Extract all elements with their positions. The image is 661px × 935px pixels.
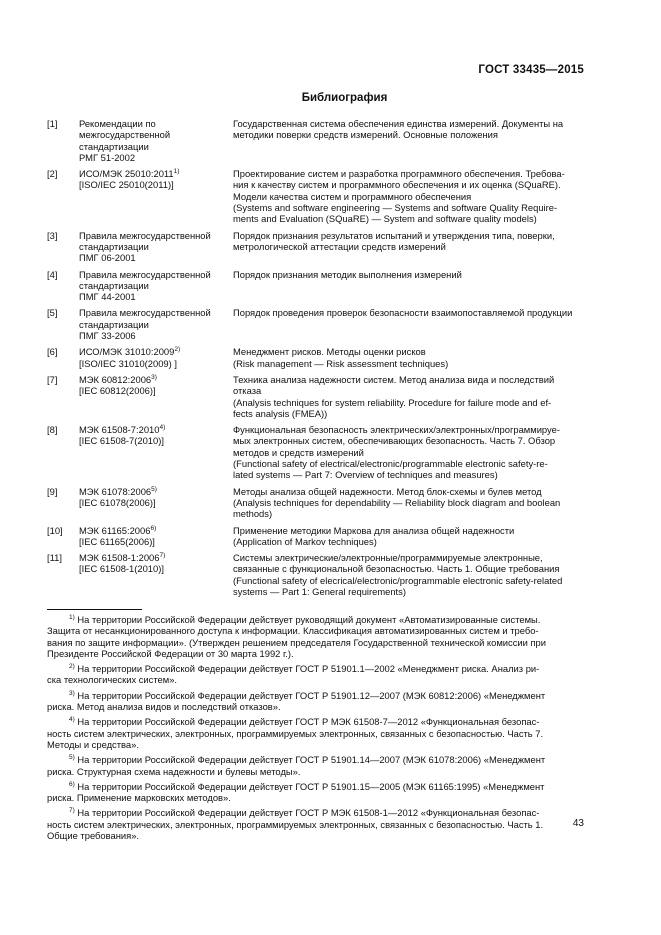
footnote-line: ность систем электрических, электронных, программируемых электронных, связанных с безопасностью. Часть 1. <box>47 818 544 830</box>
source-line: [IEC 61508-1(2010)] <box>79 563 164 575</box>
description-line: Применение методики Маркова для анализа общей надежности <box>233 524 515 536</box>
footnote-line: $^{6)}$ На территории Российской Федерации действует ГОСТ Р 51901.15—2005 (МЭК 61165:1995) «Менеджмент <box>69 780 545 792</box>
description-line: (Analysis techniques for system reliability. Procedure for failure mode and ef- <box>233 396 552 408</box>
section-title: Библиография <box>301 92 388 104</box>
footnote-mark: 5) <box>69 754 75 762</box>
source-line: МЭК 61508-7:2010$^{4)}$ <box>79 424 166 436</box>
footnote-line: $^{1)}$ На территории Российской Федерации действует руководящий документ «Автоматизированные системы. <box>69 614 541 625</box>
bibliography-entry <box>47 374 584 419</box>
footnote-mark: 3) <box>69 689 75 697</box>
entry-source <box>79 230 233 264</box>
description-line: методов и средств измерений <box>233 446 364 458</box>
entry-source <box>79 307 233 341</box>
bibliography-entry <box>47 346 584 369</box>
entry-number: [6] <box>47 346 58 358</box>
footnote <box>47 754 584 777</box>
source-line: МЭК 61508-1:2006$^{7)}$ <box>79 552 166 564</box>
source-line: ПМГ 33-2006 <box>79 330 136 342</box>
source-line: [ISO/IEC 31010(2009) ] <box>79 357 177 369</box>
bibliography-list <box>47 118 584 602</box>
source-line: [ISO/IEC 25010(2011)] <box>79 179 174 191</box>
entry-number: [10] <box>47 524 63 536</box>
standard-code: ГОСТ 33435—2015 <box>478 64 584 76</box>
entry-source <box>79 525 233 548</box>
bibliography-entry <box>47 230 584 264</box>
source-line: МЭК 61165:2006$^{6)}$ <box>79 524 157 536</box>
entry-number: [9] <box>47 485 58 497</box>
footnote-line: $^{4)}$ На территории Российской Федерации действует ГОСТ Р МЭК 61508-7—2012 «Функциональная безопас- <box>69 716 540 728</box>
description-line: ния к качеству систем и программного обеспечения и их оценка (SQuaRE). <box>233 179 561 191</box>
description-line: Системы электрические/электронные/программируемые электронные, <box>233 552 543 564</box>
description-line: Менеджмент рисков. Методы оценки рисков <box>233 346 426 358</box>
footnote <box>47 807 584 841</box>
description-line: fects analysis (FMEA)) <box>233 407 328 419</box>
entry-description <box>233 307 584 341</box>
description-line: methods) <box>233 508 273 520</box>
entry-number: [2] <box>47 168 58 180</box>
footnote-line: $^{5)}$ На территории Российской Федерации действует ГОСТ Р 51901.14—2007 (МЭК 61078:2006) «Менеджмент <box>69 754 546 766</box>
description-line: Порядок проведения проверок безопасности взаимопоставляемой продукции <box>233 307 573 319</box>
entry-description <box>233 552 584 597</box>
footnote-line: Общие требования». <box>47 830 140 842</box>
source-line: стандартизации <box>79 318 149 330</box>
description-line: Техника анализа надежности систем. Метод анализа вида и последствий <box>233 373 555 385</box>
bibliography-entry <box>47 118 584 163</box>
footnote-line: риска. Применение марковских методов». <box>47 792 231 804</box>
source-line: [IEC 61508-7(2010)] <box>79 435 164 447</box>
description-line: systems — Part 1: General requirements) <box>233 585 406 597</box>
footnote <box>47 614 584 659</box>
source-line: ПМГ 44-2001 <box>79 291 136 303</box>
bibliography-entry <box>47 307 584 341</box>
description-line: методики поверки средств измерений. Основные положения <box>233 129 498 141</box>
bibliography-entry <box>47 168 584 224</box>
bibliography-entry <box>47 552 584 597</box>
description-line: lated systems — Part 7: Overview of techniques and measures) <box>233 469 498 481</box>
footnote-ref: 5) <box>151 485 157 493</box>
footnote-line: риска. Метод анализа видов и последствий отказов». <box>47 701 281 713</box>
footnote <box>47 690 584 713</box>
entry-description <box>233 269 584 303</box>
footnote-mark: 6) <box>69 780 75 788</box>
footnote-line: вания по защите информации». (Утвержден решением председателя Государственной технической комиссии при <box>47 636 546 648</box>
entry-number: [3] <box>47 229 58 241</box>
entry-source <box>79 346 233 369</box>
source-line: Правила межгосударственной <box>79 229 211 241</box>
footnote-line: $^{3)}$ На территории Российской Федерации действует ГОСТ Р 51901.12—2007 (МЭК 60812:2006) «Менеджмент <box>69 689 546 701</box>
entry-source <box>79 486 233 520</box>
footnote-line: $^{2)}$ На территории Российской Федерации действует ГОСТ Р 51901.1—2002 «Менеджмент риска. Анализ ри- <box>69 663 540 675</box>
source-line: [IEC 61078(2006)] <box>79 496 156 508</box>
description-line: метрологической аттестации средств измерений <box>233 240 446 252</box>
source-line: Правила межгосударственной <box>79 307 211 319</box>
bibliography-entry <box>47 525 584 548</box>
footnote-mark: 2) <box>69 663 75 671</box>
footnote-mark: 1) <box>69 614 75 621</box>
source-line: ПМГ 06-2001 <box>79 252 136 264</box>
footnote-ref: 2) <box>174 346 181 354</box>
footnote-mark: 7) <box>69 807 75 815</box>
entry-source <box>79 269 233 303</box>
description-line: (Analysis techniques for dependability — Reliability block diagram and boolean <box>233 496 561 508</box>
footnote-ref: 6) <box>150 524 157 532</box>
description-line: Методы анализа общей надежности. Метод блок-схемы и булев метод <box>233 485 542 497</box>
footnote-line: риска. Структурная схема надежности и булевы методы». <box>47 765 301 777</box>
description-line: (Risk management — Risk assessment techniques) <box>233 357 449 369</box>
description-line: отказа <box>233 385 262 397</box>
entry-description <box>233 118 584 163</box>
description-line: (Systems and software engineering — Systems and software Quality Require- <box>233 202 558 214</box>
source-line: [IEC 61165(2006)] <box>79 535 155 547</box>
source-line: стандартизации <box>79 279 149 291</box>
description-line: Модели качества систем и программного обеспечения <box>233 190 472 202</box>
description-line: (Functional safety of electrical/electronic/programmable electronic safety-re- <box>233 458 548 470</box>
footnote-ref: 7) <box>159 552 166 560</box>
description-line: связанные с функциональной безопасностью. Часть 1. Общие требования <box>233 563 560 575</box>
footnote-line: ность систем электрических, электронных, программируемых электронных, связанных с безопасностью. Часть 7. <box>47 727 544 739</box>
entry-description <box>233 424 584 480</box>
source-line: межгосударственной <box>79 129 171 141</box>
entry-description <box>233 525 584 548</box>
entry-description <box>233 374 584 419</box>
footnote-line: ска технологических систем». <box>47 674 178 686</box>
bibliography-entry <box>47 269 584 303</box>
source-line: ИСО/МЭК 25010:2011$^{1)}$ <box>79 168 180 180</box>
footnotes <box>47 614 584 845</box>
entry-number: [8] <box>47 424 58 436</box>
footnote-line: $^{7)}$ На территории Российской Федерации действует ГОСТ Р МЭК 61508-1—2012 «Функциональная безопас- <box>69 807 540 819</box>
bibliography-entry <box>47 486 584 520</box>
footnote-line: Президенте Российской Федерации от 30 марта 1992 г.). <box>47 647 294 659</box>
source-line: РМГ 51-2002 <box>79 151 136 163</box>
source-line: [IEC 60812(2006)] <box>79 385 156 397</box>
entry-source <box>79 424 233 480</box>
footnote-ref: 1) <box>173 168 180 176</box>
source-line: ИСО/МЭК 31010:2009$^{2)}$ <box>79 346 181 358</box>
description-line: мых электронных систем, обеспечивающих безопасность. Часть 7. Обзор <box>233 435 556 447</box>
source-line: МЭК 61078:2006$^{5)}$ <box>79 485 157 497</box>
entry-source <box>79 118 233 163</box>
source-line: Правила межгосударственной <box>79 268 211 280</box>
description-line: Порядок признания результатов испытаний и утверждения типа, поверки, <box>233 229 555 241</box>
footnote-mark: 4) <box>69 716 75 724</box>
footnote-line: Защита от несанкционированного доступа к информации. Классификация автоматизированных систем и требо- <box>47 625 539 637</box>
footnote <box>47 716 584 750</box>
entry-source <box>79 552 233 597</box>
entry-description <box>233 346 584 369</box>
source-line: Рекомендации по <box>79 118 156 129</box>
source-line: МЭК 60812:2006$^{3)}$ <box>79 373 157 385</box>
description-line: Проектирование систем и разработка программного обеспечения. Требова- <box>233 168 565 180</box>
source-line: стандартизации <box>79 240 149 252</box>
description-line: ments and Evaluation (SQuaRE) — System and software quality models) <box>233 213 537 225</box>
bibliography-entry <box>47 424 584 480</box>
entry-number: [1] <box>47 118 58 129</box>
source-line: стандартизации <box>79 140 149 152</box>
entry-number: [4] <box>47 268 58 280</box>
description-line: (Application of Markov techniques) <box>233 535 377 547</box>
entry-number: [11] <box>47 552 62 564</box>
entry-number: [7] <box>47 373 58 385</box>
description-line: Функциональная безопасность электрических/электронных/программируе- <box>233 424 560 436</box>
footnote <box>47 663 584 686</box>
entry-description <box>233 486 584 520</box>
entry-source <box>79 374 233 419</box>
footnote <box>47 781 584 804</box>
footnote-separator <box>47 609 142 610</box>
entry-source <box>79 168 233 224</box>
footnote-ref: 4) <box>159 424 166 432</box>
description-line: (Functional safety of elecrical/electronic/programmable electronic safety-related <box>233 574 563 586</box>
entry-number: [5] <box>47 307 58 319</box>
description-line: Государственная система обеспечения единства измерений. Документы на <box>233 118 564 129</box>
footnote-line: Методы и средства». <box>47 738 139 750</box>
page-number: 43 <box>572 818 584 829</box>
entry-description <box>233 168 584 224</box>
footnote-ref: 3) <box>151 373 157 381</box>
entry-description <box>233 230 584 264</box>
description-line: Порядок признания методик выполнения измерений <box>233 268 462 280</box>
